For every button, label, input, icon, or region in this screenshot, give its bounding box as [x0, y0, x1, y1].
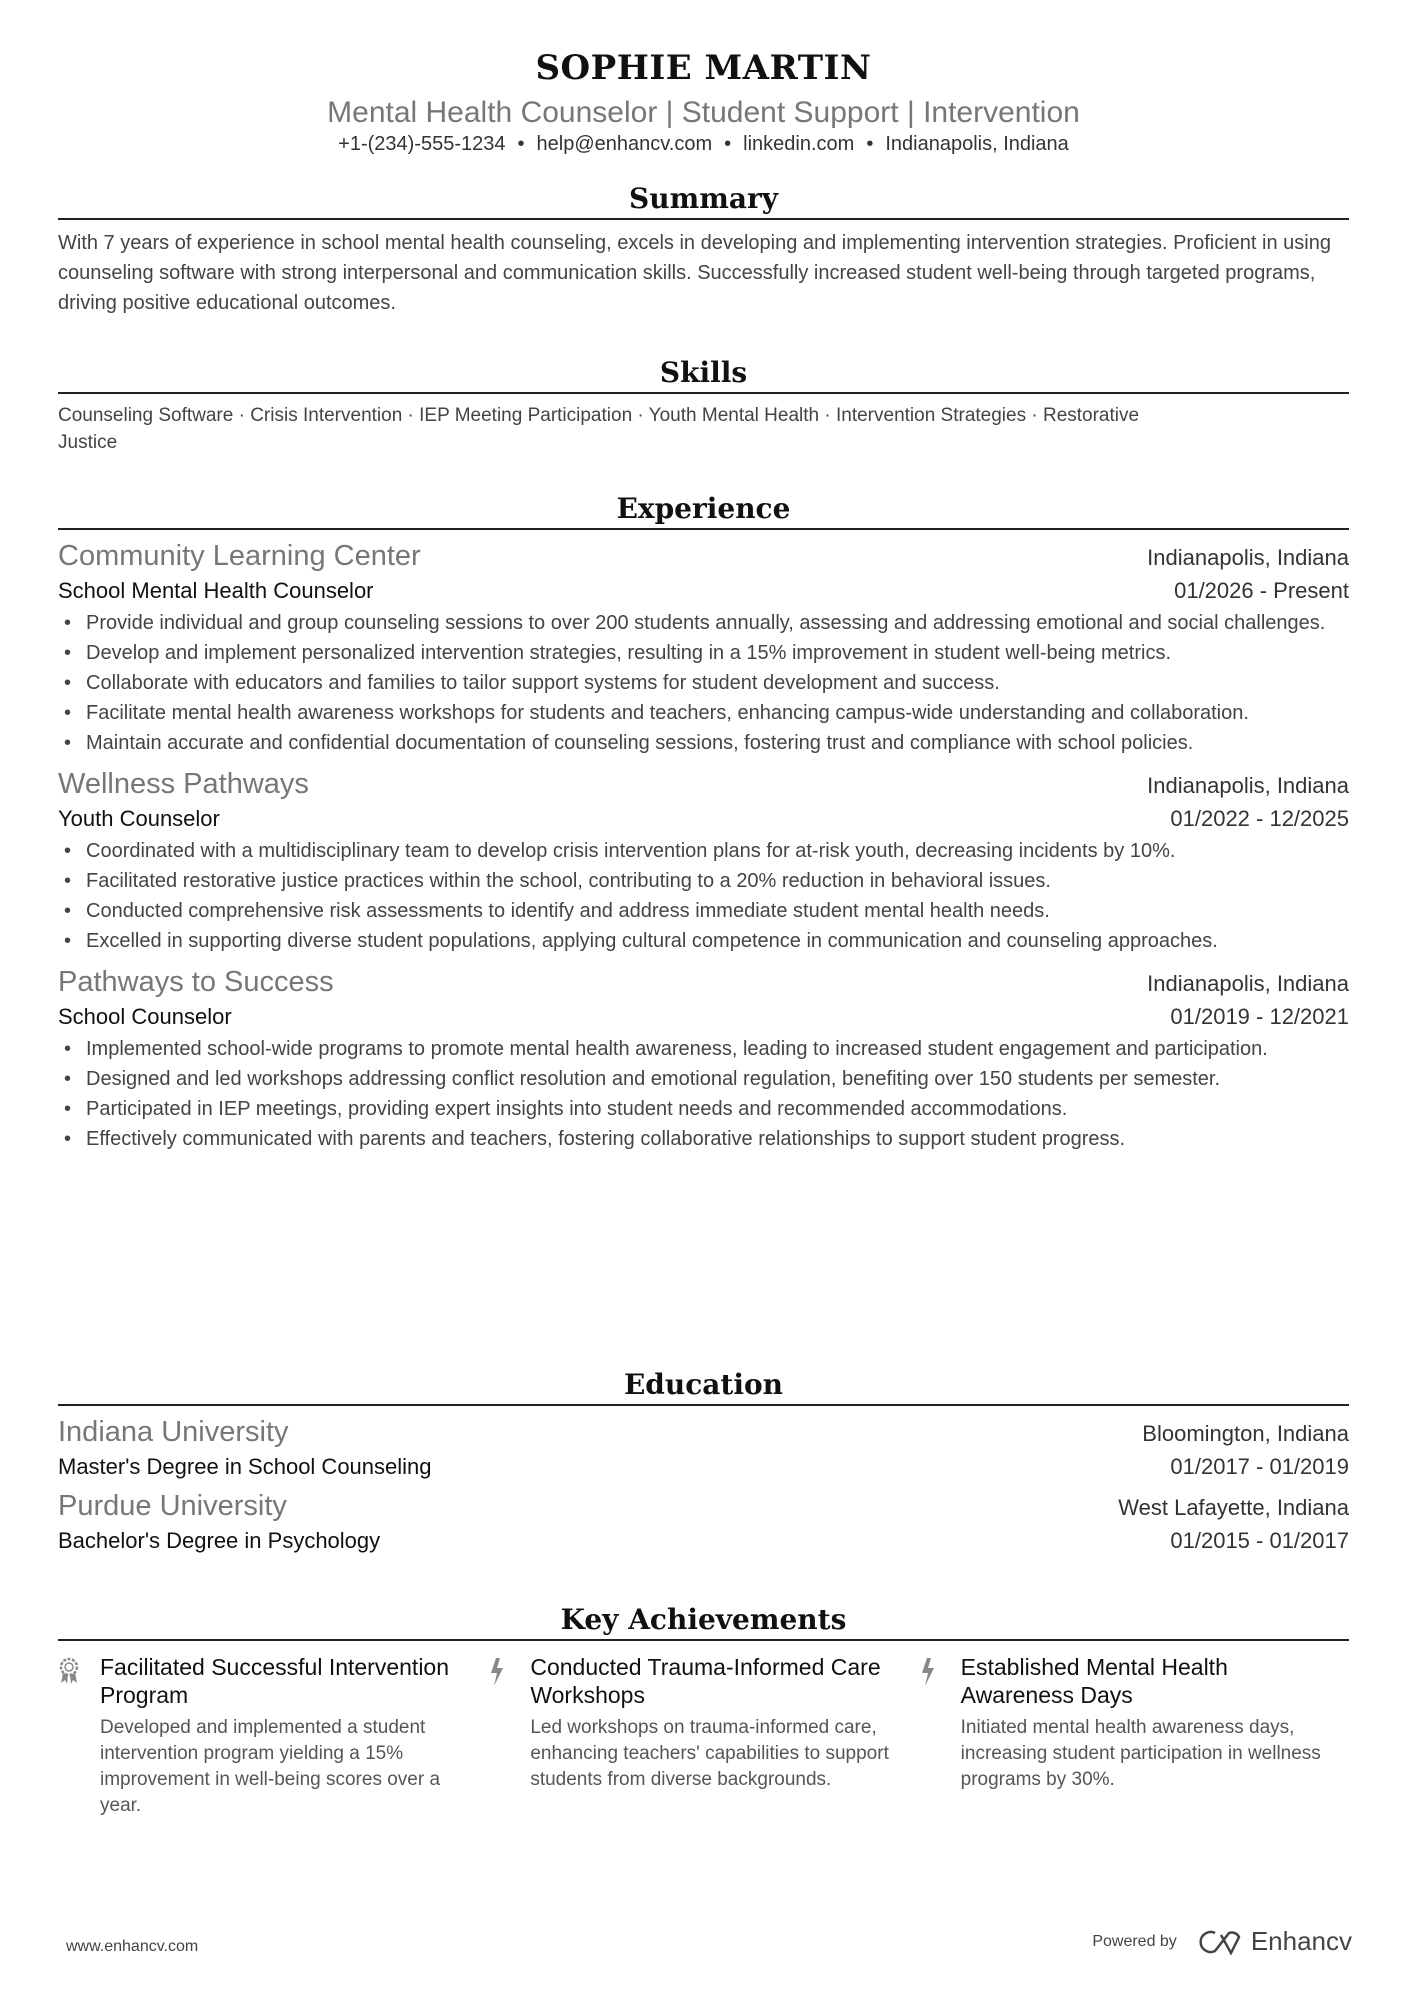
- job-bullet: • Implemented school-wide programs to promote mental health awareness, leading to increased student engagement and participation.: [58, 1034, 1349, 1064]
- company-name: Pathways to Success: [58, 966, 334, 998]
- job-title: Youth Counselor: [58, 806, 220, 831]
- job-bullets: [58, 608, 1349, 758]
- job-bullet: • Participated in IEP meetings, providing expert insights into student needs and recommended accommodations.: [58, 1094, 1349, 1124]
- powered-by-label: Powered by: [1092, 1932, 1177, 1950]
- achievement-title: Facilitated Successful Intervention Program: [100, 1654, 450, 1708]
- education-section: [58, 1366, 1349, 1562]
- job-bullet: • Facilitated restorative justice practices within the school, contributing to a 20% reduction in behavioral issues.: [58, 866, 1349, 896]
- job-entry: [58, 766, 1349, 956]
- job-dates: 01/2026 - Present: [1174, 578, 1349, 603]
- job-entry: [58, 964, 1349, 1154]
- job-location: Indianapolis, Indiana: [1147, 545, 1349, 570]
- job-bullet: • Develop and implement personalized intervention strategies, resulting in a 15% improvement in student well-being metrics.: [58, 638, 1349, 668]
- enhancv-logo-icon: [1199, 1929, 1243, 1955]
- achievement-item: [58, 1653, 488, 1819]
- job-bullets: [58, 836, 1349, 956]
- award-icon: [58, 1653, 100, 1819]
- education-dates: 01/2015 - 01/2017: [1170, 1528, 1349, 1553]
- section-title: Experience: [616, 492, 791, 525]
- brand-name: Enhancv: [1250, 1926, 1352, 1956]
- job-bullet: • Maintain accurate and confidential documentation of counseling sessions, fostering trust and compliance with school policies.: [58, 728, 1349, 758]
- summary-section: [58, 180, 1349, 318]
- job-dates: 01/2019 - 12/2021: [1170, 1004, 1349, 1029]
- job-location: Indianapolis, Indiana: [1147, 971, 1349, 996]
- school-location: Bloomington, Indiana: [1142, 1421, 1349, 1446]
- achievements-section: [58, 1601, 1349, 1819]
- job-dates: 01/2022 - 12/2025: [1170, 806, 1349, 831]
- skills-list: Counseling Software · Crisis Intervention · IEP Meeting Participation · Youth Mental Health · Intervention Strategies · Restorative Justice: [58, 405, 1140, 453]
- school-location: West Lafayette, Indiana: [1118, 1495, 1349, 1520]
- job-entry: [58, 538, 1349, 758]
- achievement-description: Led workshops on trauma-informed care, enhancing teachers' capabilities to support students from diverse backgrounds.: [530, 1717, 889, 1790]
- section-title: Education: [623, 1368, 784, 1401]
- divider: [58, 392, 1349, 394]
- achievement-item: [488, 1653, 918, 1819]
- section-title: Key Achievements: [560, 1603, 847, 1636]
- job-location: Indianapolis, Indiana: [1147, 773, 1349, 798]
- candidate-name: SOPHIE MARTIN: [535, 48, 872, 88]
- job-bullet: • Designed and led workshops addressing conflict resolution and emotional regulation, benefiting over 150 students per semester.: [58, 1064, 1349, 1094]
- job-title: School Counselor: [58, 1004, 232, 1029]
- achievement-description: Developed and implemented a student intervention program yielding a 15% improvement in well-being scores over a year.: [100, 1717, 441, 1816]
- email-link[interactable]: help@enhancv.com: [536, 133, 713, 155]
- achievement-description: Initiated mental health awareness days, increasing student participation in wellness programs by 30%.: [960, 1717, 1321, 1790]
- job-bullet: • Effectively communicated with parents and teachers, fostering collaborative relationships to support student progress.: [58, 1124, 1349, 1154]
- divider: [58, 1404, 1349, 1406]
- divider: [58, 528, 1349, 530]
- degree: Master's Degree in School Counseling: [58, 1454, 432, 1479]
- lightning-icon: [488, 1653, 530, 1819]
- job-bullet: • Provide individual and group counseling sessions to over 200 students annually, assessing and addressing emotional and social challenges.: [58, 608, 1349, 638]
- job-bullet: • Excelled in supporting diverse student populations, applying cultural competence in communication and counseling approaches.: [58, 926, 1349, 956]
- job-bullets: [58, 1034, 1349, 1154]
- school-name: Purdue University: [58, 1490, 287, 1522]
- divider: [58, 218, 1349, 220]
- education-dates: 01/2017 - 01/2019: [1170, 1454, 1349, 1479]
- degree: Bachelor's Degree in Psychology: [58, 1528, 381, 1553]
- candidate-subtitle: Mental Health Counselor | Student Support | Intervention: [327, 96, 1080, 129]
- job-bullet: • Conducted comprehensive risk assessments to identify and address immediate student mental health needs.: [58, 896, 1349, 926]
- achievement-title: Conducted Trauma-Informed Care Workshops: [530, 1654, 881, 1708]
- powered-by: [1092, 1926, 1352, 1957]
- experience-section: [58, 490, 1349, 1162]
- lightning-icon: [919, 1653, 961, 1819]
- job-title: School Mental Health Counselor: [58, 578, 374, 603]
- location: Indianapolis, Indiana: [885, 133, 1069, 155]
- enhancv-logo[interactable]: [1199, 1926, 1352, 1957]
- section-title: Summary: [629, 182, 778, 215]
- company-name: Wellness Pathways: [58, 768, 309, 800]
- section-title: Skills: [659, 356, 748, 389]
- website-link[interactable]: www.enhancv.com: [66, 1938, 199, 1955]
- company-name: Community Learning Center: [58, 540, 421, 572]
- achievement-item: [919, 1653, 1349, 1819]
- linkedin-link[interactable]: linkedin.com: [743, 133, 855, 155]
- school-name: Indiana University: [58, 1416, 289, 1448]
- achievement-title: Established Mental Health Awareness Days: [960, 1654, 1228, 1708]
- education-entry: [58, 1414, 1349, 1484]
- phone: +1-(234)-555-1234: [338, 133, 506, 155]
- education-entry: [58, 1488, 1349, 1558]
- divider: [58, 1639, 1349, 1641]
- summary-text: With 7 years of experience in school mental health counseling, excels in developing and implementing intervention strategies. Proficient in using counseling software with strong interpersonal and communication skills. Successfully increased student well-being through targeted programs, driving positive educational outcomes.: [58, 232, 1331, 314]
- contact-info: +1-(234)-555-1234 • help@enhancv.com • linkedin.com • Indianapolis, Indiana: [338, 133, 1069, 155]
- job-bullet: • Coordinated with a multidisciplinary team to develop crisis intervention plans for at-risk youth, decreasing incidents by 10%.: [58, 836, 1349, 866]
- job-bullet: • Collaborate with educators and families to tailor support systems for student development and success.: [58, 668, 1349, 698]
- skills-section: [58, 354, 1349, 456]
- job-bullet: • Facilitate mental health awareness workshops for students and teachers, enhancing campus-wide understanding and collaboration.: [58, 698, 1349, 728]
